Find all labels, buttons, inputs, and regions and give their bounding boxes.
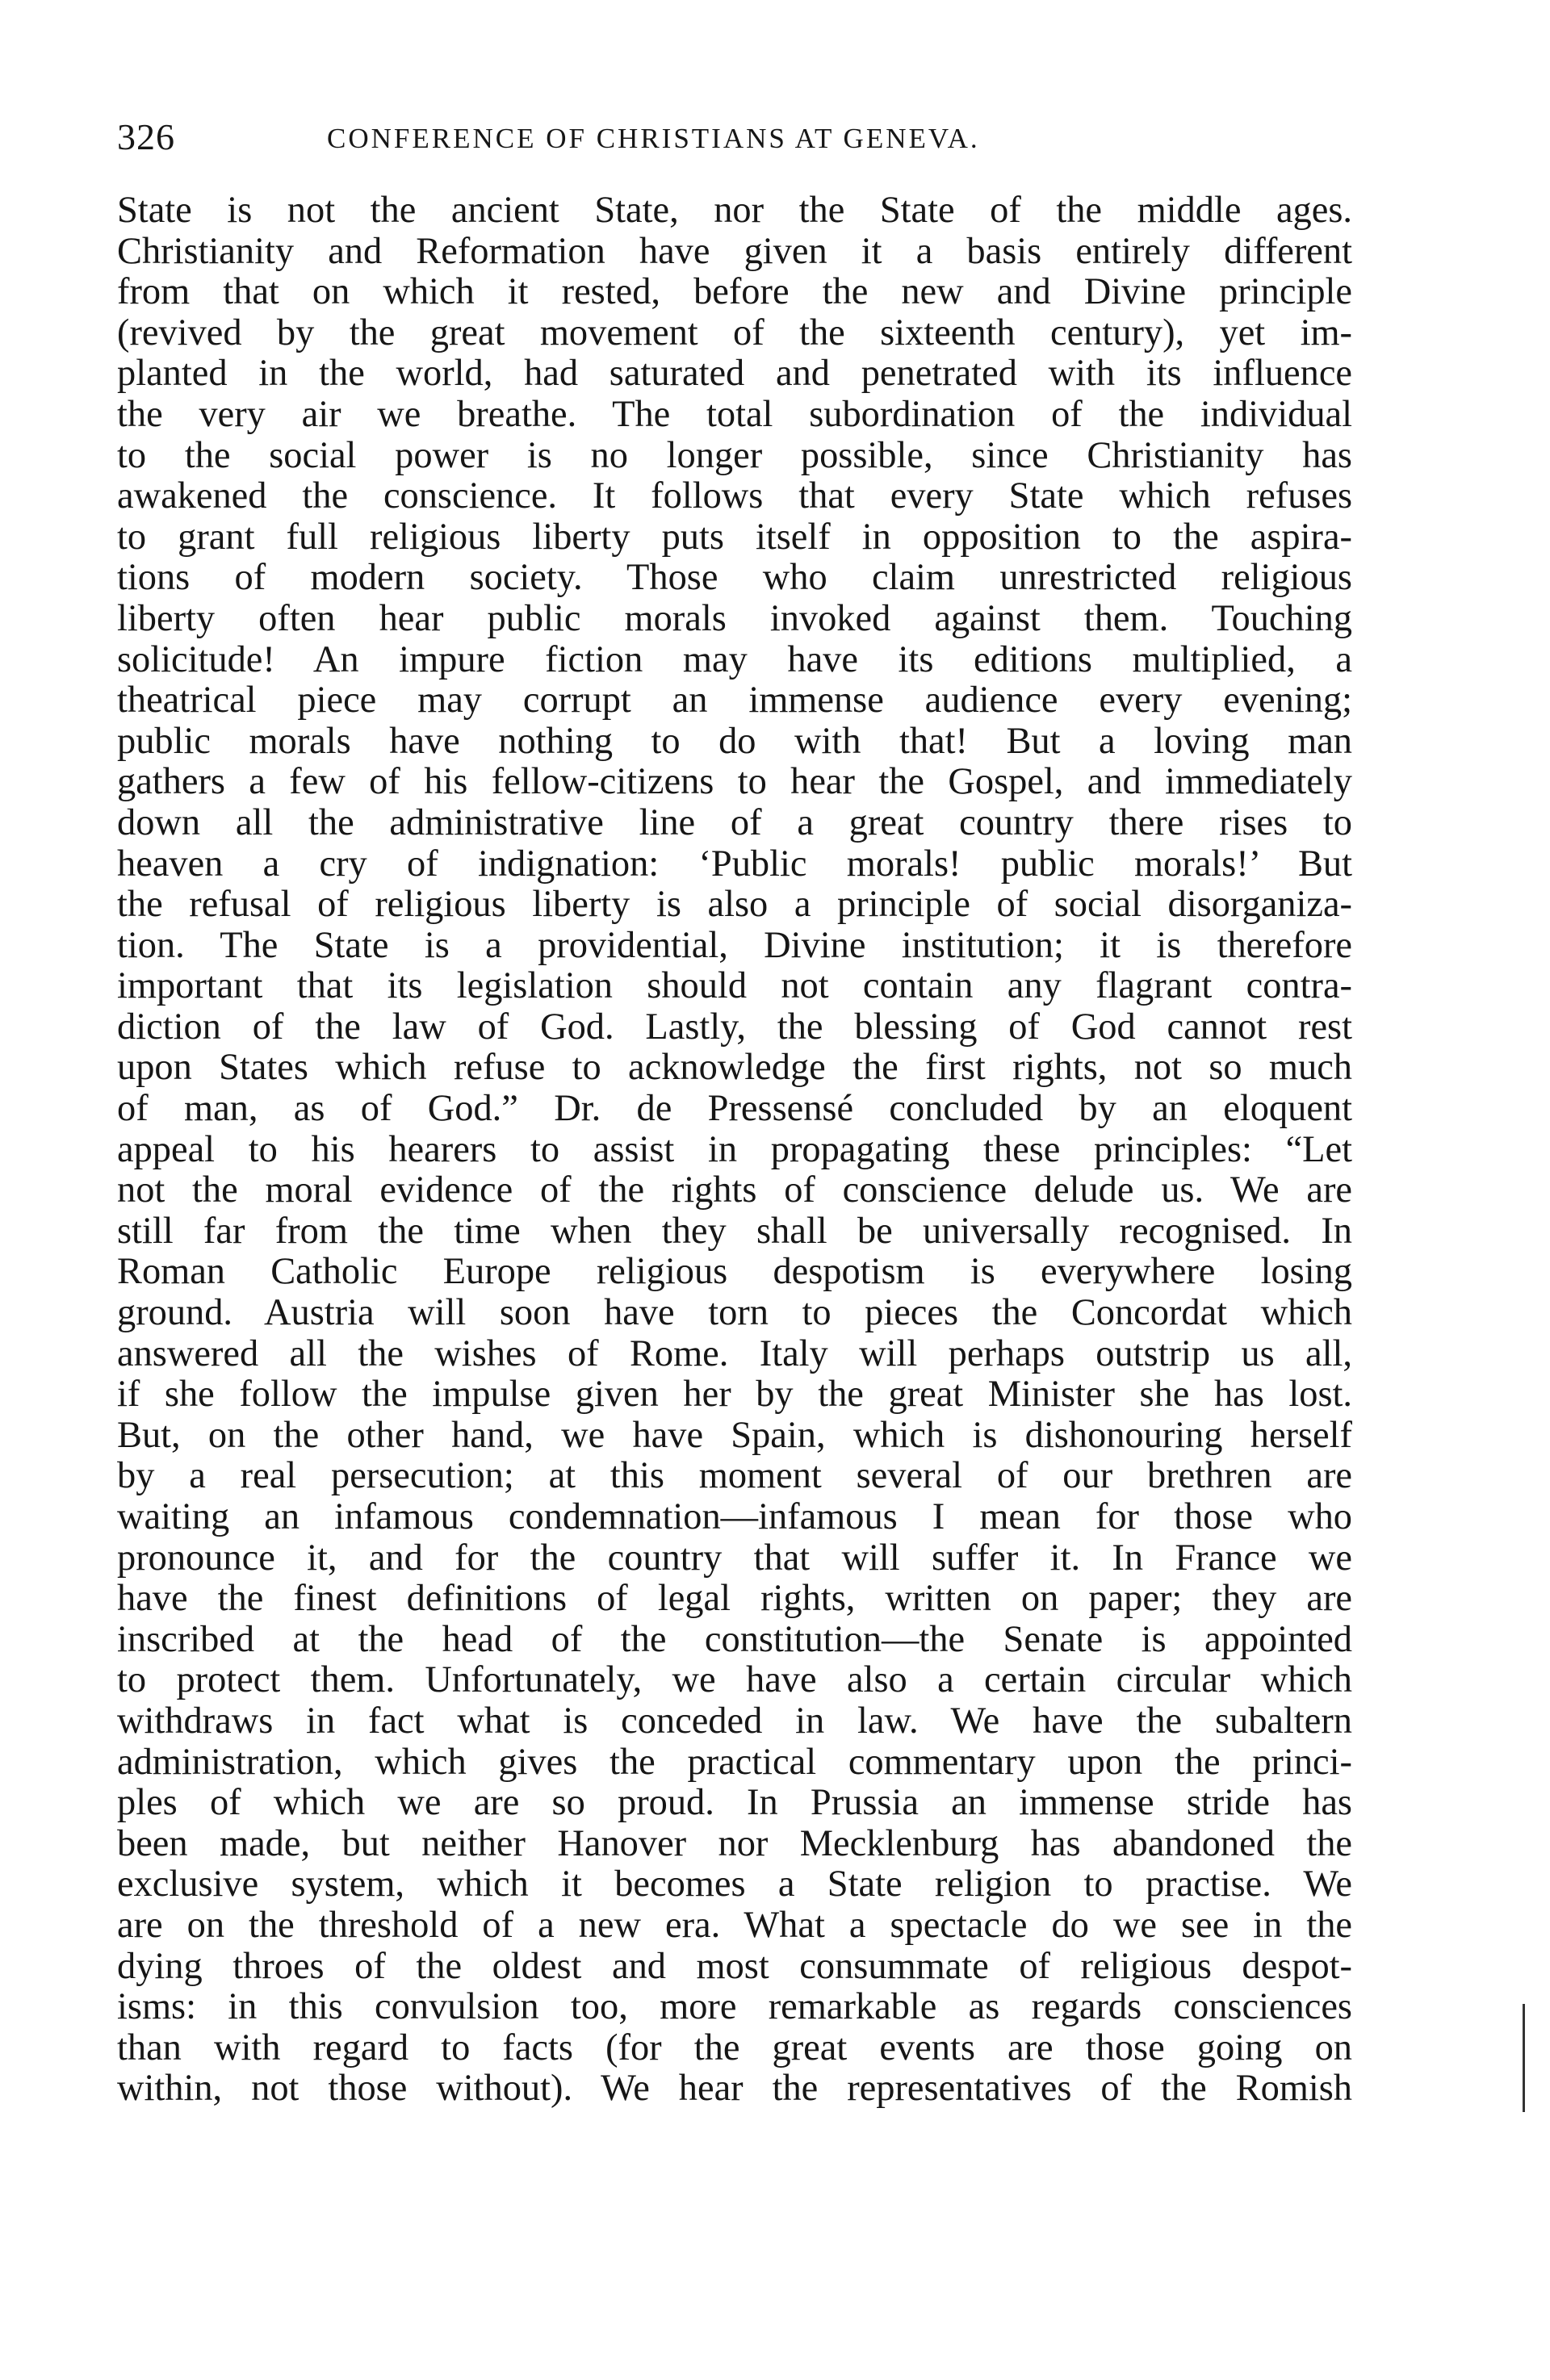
text-line: the refusal of religious liberty is also a principle of social disorganiza- bbox=[117, 885, 1352, 926]
text-line: been made, but neither Hanover nor Mecklenburg has abandoned the bbox=[117, 1823, 1352, 1864]
text-line: by a real persecution; at this moment several of our brethren are bbox=[117, 1456, 1352, 1497]
text-line: administration, which gives the practical commentary upon the princi- bbox=[117, 1742, 1352, 1783]
scan-margin-mark bbox=[1523, 2004, 1525, 2112]
text-line: isms: in this convulsion too, more remarkable as regards consciences bbox=[117, 1987, 1352, 2028]
body-text bbox=[117, 190, 1352, 2110]
text-line: tions of modern society. Those who claim unrestricted religious bbox=[117, 558, 1352, 599]
page-number: 326 bbox=[117, 116, 175, 157]
running-title: CONFERENCE OF CHRISTIANS AT GENEVA. bbox=[327, 123, 980, 154]
text-line: are on the threshold of a new era. What a spectacle do we see in the bbox=[117, 1905, 1352, 1946]
text-line: awakened the conscience. It follows that every State which refuses bbox=[117, 476, 1352, 517]
text-line: public morals have nothing to do with that! But a loving man bbox=[117, 721, 1352, 762]
text-line: pronounce it, and for the country that will suffer it. In France we bbox=[117, 1537, 1352, 1579]
text-line: to the social power is no longer possible, since Christianity has bbox=[117, 435, 1352, 476]
text-line: Christianity and Reformation have given it a basis entirely different bbox=[117, 231, 1352, 272]
text-line: from that on which it rested, before the new and Divine principle bbox=[117, 272, 1352, 313]
text-line: important that its legislation should not contain any flagrant contra- bbox=[117, 966, 1352, 1007]
text-line: gathers a few of his fellow-citizens to hear the Gospel, and immediately bbox=[117, 762, 1352, 803]
text-line: (revived by the great movement of the sixteenth century), yet im- bbox=[117, 312, 1352, 353]
text-line: Roman Catholic Europe religious despotism is everywhere losing bbox=[117, 1252, 1352, 1293]
text-line: if she follow the impulse given her by the great Minister she has lost. bbox=[117, 1374, 1352, 1416]
text-line: down all the administrative line of a great country there rises to bbox=[117, 802, 1352, 843]
text-line: dying throes of the oldest and most consummate of religious despot- bbox=[117, 1946, 1352, 1987]
text-line: the very air we breathe. The total subordination of the individual bbox=[117, 394, 1352, 435]
page-header bbox=[117, 113, 1360, 161]
text-line: ples of which we are so proud. In Prussia an immense stride has bbox=[117, 1783, 1352, 1824]
text-line: of man, as of God.” Dr. de Pressensé concluded by an eloquent bbox=[117, 1089, 1352, 1130]
text-line: to protect them. Unfortunately, we have also a certain circular which bbox=[117, 1660, 1352, 1701]
text-line: diction of the law of God. Lastly, the blessing of God cannot rest bbox=[117, 1006, 1352, 1048]
text-line: State is not the ancient State, nor the State of the middle ages. bbox=[117, 190, 1352, 231]
text-line: within, not those without). We hear the representatives of the Romish bbox=[117, 2068, 1352, 2110]
text-line: heaven a cry of indignation: ‘Public morals! public morals!’ But bbox=[117, 843, 1352, 885]
text-line: answered all the wishes of Rome. Italy will perhaps outstrip us all, bbox=[117, 1333, 1352, 1374]
text-line: ground. Austria will soon have torn to pieces the Concordat which bbox=[117, 1293, 1352, 1334]
text-line: withdraws in fact what is conceded in law. We have the subaltern bbox=[117, 1700, 1352, 1742]
text-line: to grant full religious liberty puts itself in opposition to the aspira- bbox=[117, 517, 1352, 558]
text-line: still far from the time when they shall be universally recognised. In bbox=[117, 1211, 1352, 1252]
text-line: than with regard to facts (for the great events are those going on bbox=[117, 2027, 1352, 2068]
text-line: have the finest definitions of legal rights, written on paper; they are bbox=[117, 1579, 1352, 1620]
text-line: upon States which refuse to acknowledge the first rights, not so much bbox=[117, 1048, 1352, 1089]
text-line: exclusive system, which it becomes a State religion to practise. We bbox=[117, 1864, 1352, 1905]
text-line: theatrical piece may corrupt an immense audience every evening; bbox=[117, 680, 1352, 722]
text-line: inscribed at the head of the constitution—the Senate is appointed bbox=[117, 1619, 1352, 1660]
text-line: tion. The State is a providential, Divine institution; it is therefore bbox=[117, 925, 1352, 966]
text-line: waiting an infamous condemnation—infamous I mean for those who bbox=[117, 1497, 1352, 1537]
text-line: planted in the world, had saturated and penetrated with its influence bbox=[117, 353, 1352, 395]
text-line: appeal to his hearers to assist in propagating these principles: “Let bbox=[117, 1129, 1352, 1170]
text-line: liberty often hear public morals invoked against them. Touching bbox=[117, 598, 1352, 639]
text-line: not the moral evidence of the rights of conscience delude us. We are bbox=[117, 1170, 1352, 1211]
text-line: solicitude! An impure fiction may have its editions multiplied, a bbox=[117, 639, 1352, 680]
text-line: But, on the other hand, we have Spain, which is dishonouring herself bbox=[117, 1415, 1352, 1456]
